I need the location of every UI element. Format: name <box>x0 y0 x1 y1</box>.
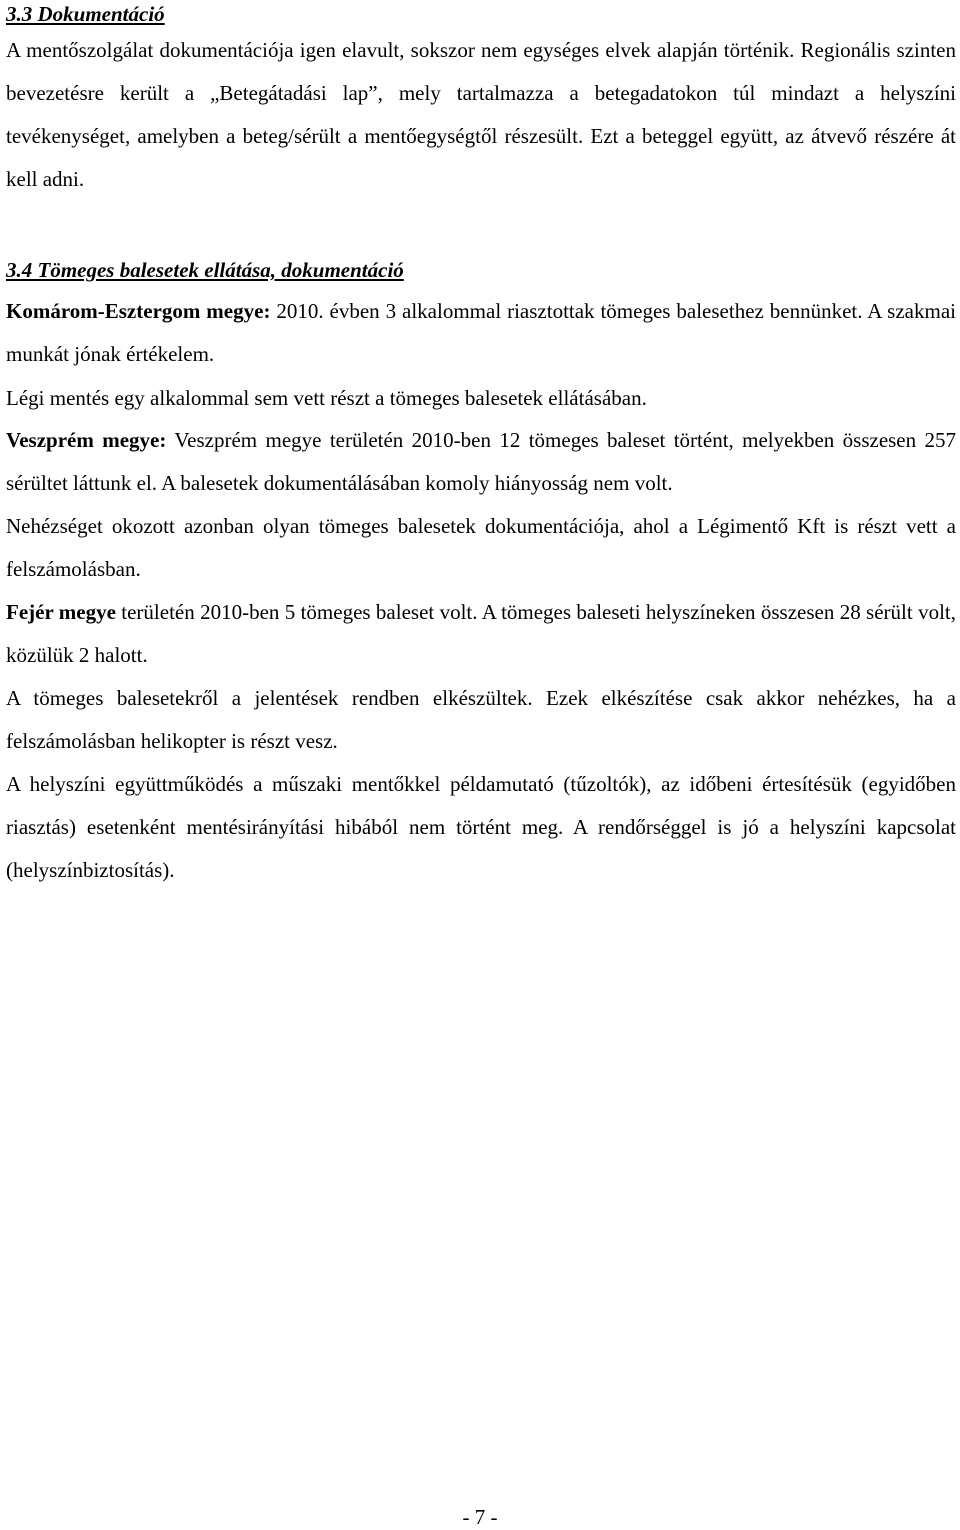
paragraph-dokumentacio: A mentőszolgálat dokumentációja igen elavult, sokszor nem egységes elvek alapján történik. Regionális szinten bevezetésre került a „Betegátadási lap”, mely tartalmazza a betegadatokon túl mindazt a helyszíni tevékenységet, amelyben a beteg/sérült a mentőegységtől részesült. Ezt a beteggel együtt, az átvevő részére át kell adni. <box>6 38 956 191</box>
paragraph-komarom-esztergom <box>6 290 956 376</box>
paragraph-nehezseg: Nehézséget okozott azonban olyan tömeges balesetek dokumentációja, ahol a Légimentő Kft is részt vett a felszámolásban. <box>6 514 956 581</box>
paragraph-jelentesek: A tömeges balesetekről a jelentések rendben elkészültek. Ezek elkészítése csak akkor nehézkes, ha a felszámolásban helikopter is részt vesz. <box>6 686 956 753</box>
paragraph-veszprem <box>6 419 956 505</box>
county-label-fejer: Fejér megye <box>6 600 116 624</box>
paragraph-fejer <box>6 591 956 677</box>
fejer-text: területén 2010-ben 5 tömeges baleset volt. A tömeges baleseti helyszíneken összesen 28 sérült volt, közülük 2 halott. <box>6 600 956 667</box>
section-heading-dokumentacio: 3.3 Dokumentáció <box>6 2 165 26</box>
page-number: - 7 - <box>462 1505 498 1529</box>
county-label-veszprem: Veszprém megye: <box>6 428 167 452</box>
section-heading-tomeges-balesetek: 3.4 Tömeges balesetek ellátása, dokumentáció <box>6 258 404 282</box>
paragraph-legi-mentes: Légi mentés egy alkalommal sem vett részt a tömeges balesetek ellátásában. <box>6 386 647 410</box>
veszprem-text: Veszprém megye területén 2010-ben 12 tömeges baleset történt, melyekben összesen 257 sérültet láttunk el. A balesetek dokumentálásában komoly hiányosság nem volt. <box>6 428 956 495</box>
paragraph-egyuttmukodes: A helyszíni együttműködés a műszaki mentőkkel példamutató (tűzoltók), az időbeni értesítésük (egyidőben riasztás) esetenként mentésirányítási hibából nem történt meg. A rendőrséggel is jó a helyszíni kapcsolat (helyszínbiztosítás). <box>6 772 956 882</box>
komarom-text: 2010. évben 3 alkalommal riasztottak tömeges balesethez bennünket. A szakmai munkát jónak értékelem. <box>6 299 956 366</box>
county-label-komarom: Komárom-Esztergom megye: <box>6 299 271 323</box>
